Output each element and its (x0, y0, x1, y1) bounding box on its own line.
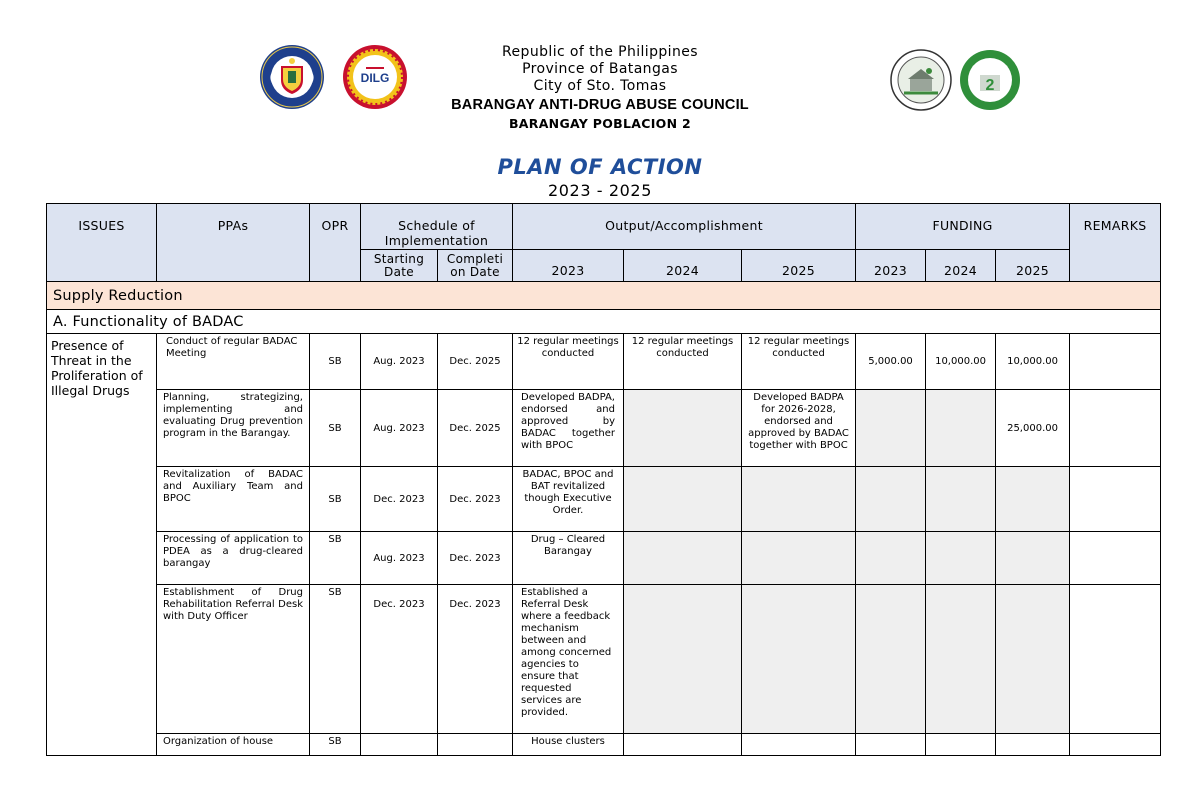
output-2024-cell (624, 467, 742, 532)
table-row (47, 734, 1161, 756)
header-issues: ISSUES (47, 204, 157, 282)
funding-2024-cell (926, 734, 996, 756)
start-date-cell: Aug. 2023 (361, 532, 438, 585)
header-remarks: REMARKS (1070, 204, 1161, 282)
end-date-cell: Dec. 2023 (438, 532, 513, 585)
start-date-cell: Dec. 2023 (361, 467, 438, 532)
opr-cell: SB (310, 532, 361, 585)
output-2024-cell (624, 734, 742, 756)
start-date-cell: Aug. 2023 (361, 334, 438, 390)
table-row (47, 334, 1161, 390)
plan-of-action-table (46, 203, 1161, 756)
table-row (47, 532, 1161, 585)
funding-2025-cell (996, 734, 1070, 756)
ppa-cell: Revitalization of BADAC and Auxiliary Team and BPOC (157, 467, 310, 532)
funding-2024-cell (926, 585, 996, 734)
remarks-cell (1070, 467, 1161, 532)
funding-2023-cell (856, 467, 926, 532)
ppa-cell: Planning, strategizing, implementing and evaluating Drug prevention program in the Barangay. (157, 390, 310, 467)
remarks-cell (1070, 334, 1161, 390)
ppa-cell: Conduct of regular BADAC Meeting (157, 334, 310, 390)
funding-2024-cell (926, 467, 996, 532)
opr-cell: SB (310, 585, 361, 734)
table-row (47, 585, 1161, 734)
header-output-2024: 2024 (624, 250, 742, 282)
header-ppas: PPAs (157, 204, 310, 282)
header-funding-2025: 2025 (996, 250, 1070, 282)
header-opr: OPR (310, 204, 361, 282)
funding-2024-cell (926, 532, 996, 585)
opr-cell: SB (310, 390, 361, 467)
funding-2025-cell: 10,000.00 (996, 334, 1070, 390)
output-2025-cell (742, 467, 856, 532)
ppa-cell: Organization of house (157, 734, 310, 756)
end-date-cell: Dec. 2023 (438, 585, 513, 734)
start-date-cell: Aug. 2023 (361, 390, 438, 467)
output-2025-cell (742, 585, 856, 734)
remarks-cell (1070, 585, 1161, 734)
funding-2024-cell (926, 390, 996, 467)
section-supply-reduction: Supply Reduction (47, 282, 1161, 310)
table-row (47, 467, 1161, 532)
letterhead-city: City of Sto. Tomas (533, 78, 667, 94)
batangas-seal-logo (259, 44, 325, 110)
letterhead (380, 44, 820, 132)
ppa-cell: Establishment of Drug Rehabilitation Referral Desk with Duty Officer (157, 585, 310, 734)
plan-years: 2023 - 2025 (548, 181, 652, 200)
section-row (47, 282, 1161, 310)
funding-2025-cell (996, 467, 1070, 532)
start-date-cell (361, 734, 438, 756)
output-2023-cell: Established a Referral Desk where a feedback mechanism between and among concerned agencies to ensure that requested services are provided. (513, 585, 624, 734)
plan-of-action-title: PLAN OF ACTION (497, 155, 703, 179)
output-2024-cell (624, 390, 742, 467)
section-functionality-badac: A. Functionality of BADAC (47, 310, 1161, 334)
remarks-cell (1070, 390, 1161, 467)
remarks-cell (1070, 734, 1161, 756)
letterhead-republic: Republic of the Philippines (502, 44, 698, 60)
header-output: Output/Accomplishment (513, 204, 856, 250)
funding-2024-cell: 10,000.00 (926, 334, 996, 390)
funding-2023-cell (856, 585, 926, 734)
output-2023-cell: 12 regular meetings conducted (513, 334, 624, 390)
header-funding: FUNDING (856, 204, 1070, 250)
header-starting-date: Starting Date (361, 250, 438, 282)
header-funding-2024: 2024 (926, 250, 996, 282)
funding-2025-cell: 25,000.00 (996, 390, 1070, 467)
end-date-cell: Dec. 2023 (438, 467, 513, 532)
dilg-logo-text: DILG (360, 71, 390, 85)
start-date-cell: Dec. 2023 (361, 585, 438, 734)
output-2025-cell (742, 734, 856, 756)
output-2023-cell: Developed BADPA, endorsed and approved by BADAC together with BPOC (513, 390, 624, 467)
end-date-cell: Dec. 2025 (438, 334, 513, 390)
funding-2023-cell: 5,000.00 (856, 334, 926, 390)
output-2023-cell: House clusters (513, 734, 624, 756)
output-2024-cell (624, 585, 742, 734)
letterhead-council: BARANGAY ANTI-DRUG ABUSE COUNCIL (451, 97, 749, 113)
output-2025-cell: Developed BADPA for 2026-2028, endorsed and approved by BADAC together with BPOC (742, 390, 856, 467)
funding-2025-cell (996, 585, 1070, 734)
funding-2023-cell (856, 390, 926, 467)
end-date-cell: Dec. 2025 (438, 390, 513, 467)
opr-cell: SB (310, 467, 361, 532)
ppa-cell: Processing of application to PDEA as a drug-cleared barangay (157, 532, 310, 585)
output-2025-cell: 12 regular meetings conducted (742, 334, 856, 390)
opr-cell: SB (310, 734, 361, 756)
output-2024-cell: 12 regular meetings conducted (624, 334, 742, 390)
svg-text:2: 2 (985, 77, 995, 94)
issue-cell: Presence of Threat in the Proliferation of Illegal Drugs (47, 334, 157, 756)
sto-tomas-seal-logo (890, 49, 952, 111)
funding-2023-cell (856, 532, 926, 585)
header-completion-date: Completi on Date (438, 250, 513, 282)
header-output-2025: 2025 (742, 250, 856, 282)
letterhead-province: Province of Batangas (522, 61, 678, 77)
funding-2025-cell (996, 532, 1070, 585)
output-2025-cell (742, 532, 856, 585)
header-schedule: Schedule of Implementation (361, 204, 513, 250)
funding-2023-cell (856, 734, 926, 756)
poblacion-2-logo (959, 49, 1021, 111)
output-2023-cell: BADAC, BPOC and BAT revitalized though Executive Order. (513, 467, 624, 532)
letterhead-barangay: BARANGAY POBLACION 2 (508, 116, 692, 131)
output-2023-cell: Drug – Cleared Barangay (513, 532, 624, 585)
remarks-cell (1070, 532, 1161, 585)
opr-cell: SB (310, 334, 361, 390)
table-row (47, 390, 1161, 467)
output-2024-cell (624, 532, 742, 585)
header-output-2023: 2023 (513, 250, 624, 282)
table-header-row (47, 204, 1161, 250)
header-funding-2023: 2023 (856, 250, 926, 282)
end-date-cell (438, 734, 513, 756)
section-row (47, 310, 1161, 334)
